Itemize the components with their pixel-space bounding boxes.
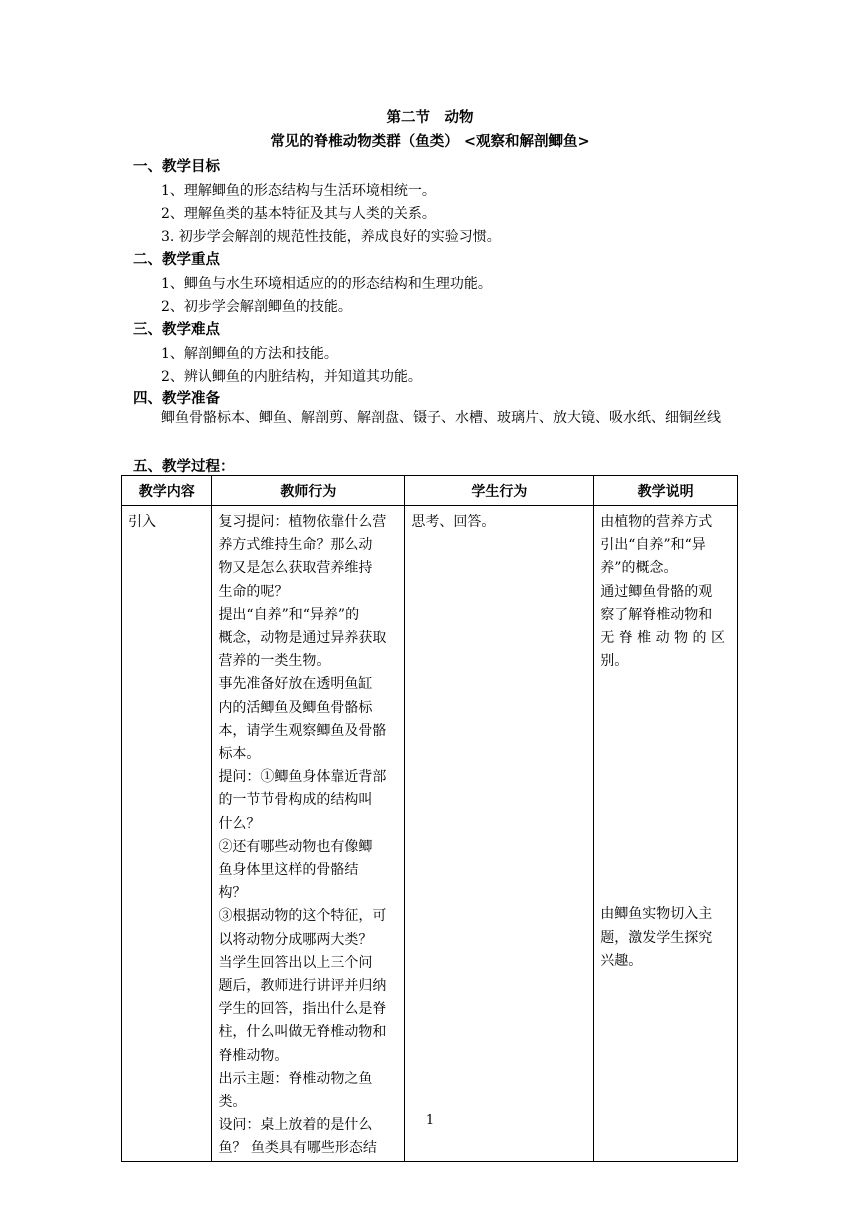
preparation-text: 鲫鱼骨骼标本、鲫鱼、解剖剪、解剖盘、镊子、水槽、玻璃片、放大镜、吸水纸、细铜丝线	[161, 410, 721, 426]
cell-content	[122, 506, 212, 1162]
teacher-text: 复习提问：植物依靠什么营 养方式维持生命？那么动 物又是怎么获取营养维持 生命的呢？ 提出“自养”和“异养”的 概念，动物是通过异养获取 营养的一类生物。 事先准备好放在透明鱼缸 内的活鲫鱼及鲫鱼骨骼标 本，请学生观察鲫鱼及骨骼 标本。 提问：①鲫鱼身体靠近背部 的一节节骨构成的结构叫 什么？ ②还有哪些动物也有像鲫 鱼身体里这样的骨骼结 构？ ③根据动物的这个特征，可 以将动物分成哪两大类？ 当学生回答出以上三个问 题后，教师进行讲评并归纳 学生的回答，指出什么是脊 柱，什么叫做无脊椎动物和 脊椎动物。 出示主题：脊椎动物之鱼 类。 设问：桌上放着的是什么 鱼？ 鱼类具有哪些形态结	[218, 514, 387, 1157]
key-points-heading: 二、教学重点	[133, 251, 220, 268]
page-number: 1	[425, 1113, 435, 1128]
header-student: 学生行为	[405, 476, 594, 506]
objectives-heading: 一、教学目标	[133, 158, 220, 175]
teaching-process-table	[121, 475, 738, 1162]
preparation-heading: 四、教学准备	[133, 390, 220, 407]
cell-teacher	[212, 506, 405, 1162]
student-text: 思考、回答。	[411, 514, 496, 530]
objective-item: 3. 初步学会解剖的规范性技能，养成良好的实验习惯。	[161, 229, 501, 245]
header-content: 教学内容	[122, 476, 212, 506]
objective-item: 1、理解鲫鱼的形态结构与生活环境相统一。	[161, 183, 436, 199]
page-title: 第二节 动物	[386, 109, 474, 126]
cell-notes	[594, 506, 738, 1162]
header-notes: 教学说明	[594, 476, 738, 506]
table-header-row	[122, 476, 738, 506]
objective-item: 2、理解鱼类的基本特征及其与人类的关系。	[161, 206, 436, 222]
difficulty-item: 1、解剖鲫鱼的方法和技能。	[161, 346, 338, 362]
notes-spacer	[600, 673, 731, 903]
page-subtitle: 常见的脊椎动物类群（鱼类） <观察和解剖鲫鱼>	[270, 133, 590, 150]
content-text: 引入	[128, 514, 156, 530]
key-point-item: 1、鲫鱼与水生环境相适应的的形态结构和生理功能。	[161, 276, 492, 292]
header-teacher: 教师行为	[212, 476, 405, 506]
difficulties-heading: 三、教学难点	[133, 321, 220, 338]
difficulty-item: 2、辨认鲫鱼的内脏结构，并知道其功能。	[161, 369, 422, 385]
cell-student	[405, 506, 594, 1162]
process-heading: 五、教学过程：	[133, 458, 235, 475]
table-row	[122, 506, 738, 1162]
key-point-item: 2、初步学会解剖鲫鱼的技能。	[161, 299, 352, 315]
notes-text-2: 由鲫鱼实物切入主 题，激发学生探究 兴趣。	[600, 906, 713, 969]
notes-text-1: 由植物的营养方式 引出“自养”和“异 养”的概念。 通过鲫鱼骨骼的观 察了解脊椎动物和 无 脊 椎 动 物 的 区 别。	[600, 514, 725, 670]
